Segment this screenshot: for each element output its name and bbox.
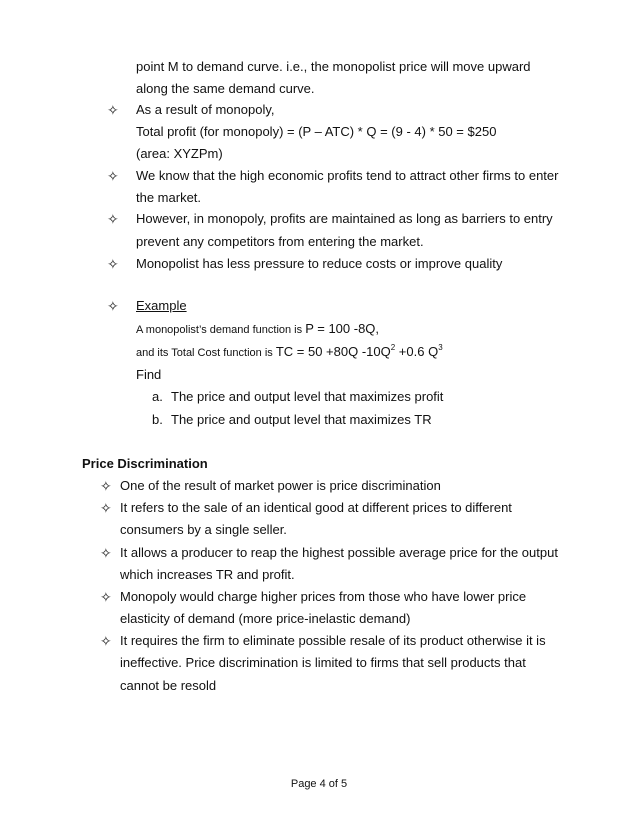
bullet-text: It refers to the sale of an identical good at different prices to different <box>120 500 512 515</box>
diamond-star-icon: ✧ <box>107 168 119 184</box>
bullet-text: As a result of monopoly, <box>136 102 275 117</box>
bullet-text: cannot be resold <box>120 678 217 693</box>
diamond-star-icon: ✧ <box>100 633 112 649</box>
list-item-b: The price and output level that maximizes TR <box>171 412 432 427</box>
find-label: Find <box>136 367 162 382</box>
bullet-text: the market. <box>136 190 202 205</box>
bullet-text: prevent any competitors from entering the market. <box>136 234 424 249</box>
bullet-text: However, in monopoly, profits are maintained as long as barriers to entry <box>136 211 553 226</box>
list-item-a: The price and output level that maximizes profit <box>171 389 444 404</box>
diamond-star-icon: ✧ <box>100 478 112 494</box>
continuation-line-1: point M to demand curve. i.e., the monopolist price will move upward <box>136 59 531 74</box>
cost-equation-part-a: TC = 50 +80Q -10Q <box>275 344 391 359</box>
diamond-star-icon: ✧ <box>100 589 112 605</box>
bullet-text: which increases TR and profit. <box>120 567 295 582</box>
diamond-star-icon: ✧ <box>107 256 119 272</box>
diamond-star-icon: ✧ <box>107 211 119 227</box>
demand-function-line <box>136 321 379 338</box>
section-heading: Price Discrimination <box>82 456 208 471</box>
diamond-star-icon: ✧ <box>107 102 119 118</box>
bullet-text: It allows a producer to reap the highest possible average price for the output <box>120 545 558 560</box>
diamond-star-icon: ✧ <box>100 545 112 561</box>
bullet-text: consumers by a single seller. <box>120 522 287 537</box>
bullet-text: ineffective. Price discrimination is limited to firms that sell products that <box>120 655 526 670</box>
page-number: Page 4 of 5 <box>290 778 348 790</box>
demand-function-prefix: A monopolist’s demand function is <box>136 324 306 336</box>
bullet-text: Monopolist has less pressure to reduce costs or improve quality <box>136 256 503 271</box>
list-marker-a: a. <box>152 389 163 404</box>
example-title: Example <box>136 298 187 313</box>
bullet-text: It requires the firm to eliminate possible resale of its product otherwise it is <box>120 633 546 648</box>
diamond-star-icon: ✧ <box>107 298 119 314</box>
continuation-line-2: along the same demand curve. <box>136 81 315 96</box>
diamond-star-icon: ✧ <box>100 500 112 516</box>
demand-equation: P = 100 -8Q, <box>305 321 380 336</box>
bullet-text: elasticity of demand (more price-inelastic demand) <box>120 611 411 626</box>
bullet-text: (area: XYZPm) <box>136 146 223 161</box>
bullet-text: We know that the high economic profits tend to attract other firms to enter <box>136 168 559 183</box>
cost-exponent-3: 3 <box>438 343 443 352</box>
cost-exponent-2: 2 <box>390 343 396 352</box>
cost-equation-part-b: +0.6 Q <box>395 344 439 359</box>
bullet-text: Total profit (for monopoly) = (P – ATC) * Q = (9 - 4) * 50 = $250 <box>136 124 497 139</box>
bullet-text: Monopoly would charge higher prices from those who have lower price <box>120 589 527 604</box>
list-marker-b: b. <box>152 412 163 427</box>
cost-function-line <box>136 344 443 361</box>
cost-function-prefix: and its Total Cost function is <box>136 347 276 359</box>
bullet-text: One of the result of market power is price discrimination <box>120 478 441 493</box>
